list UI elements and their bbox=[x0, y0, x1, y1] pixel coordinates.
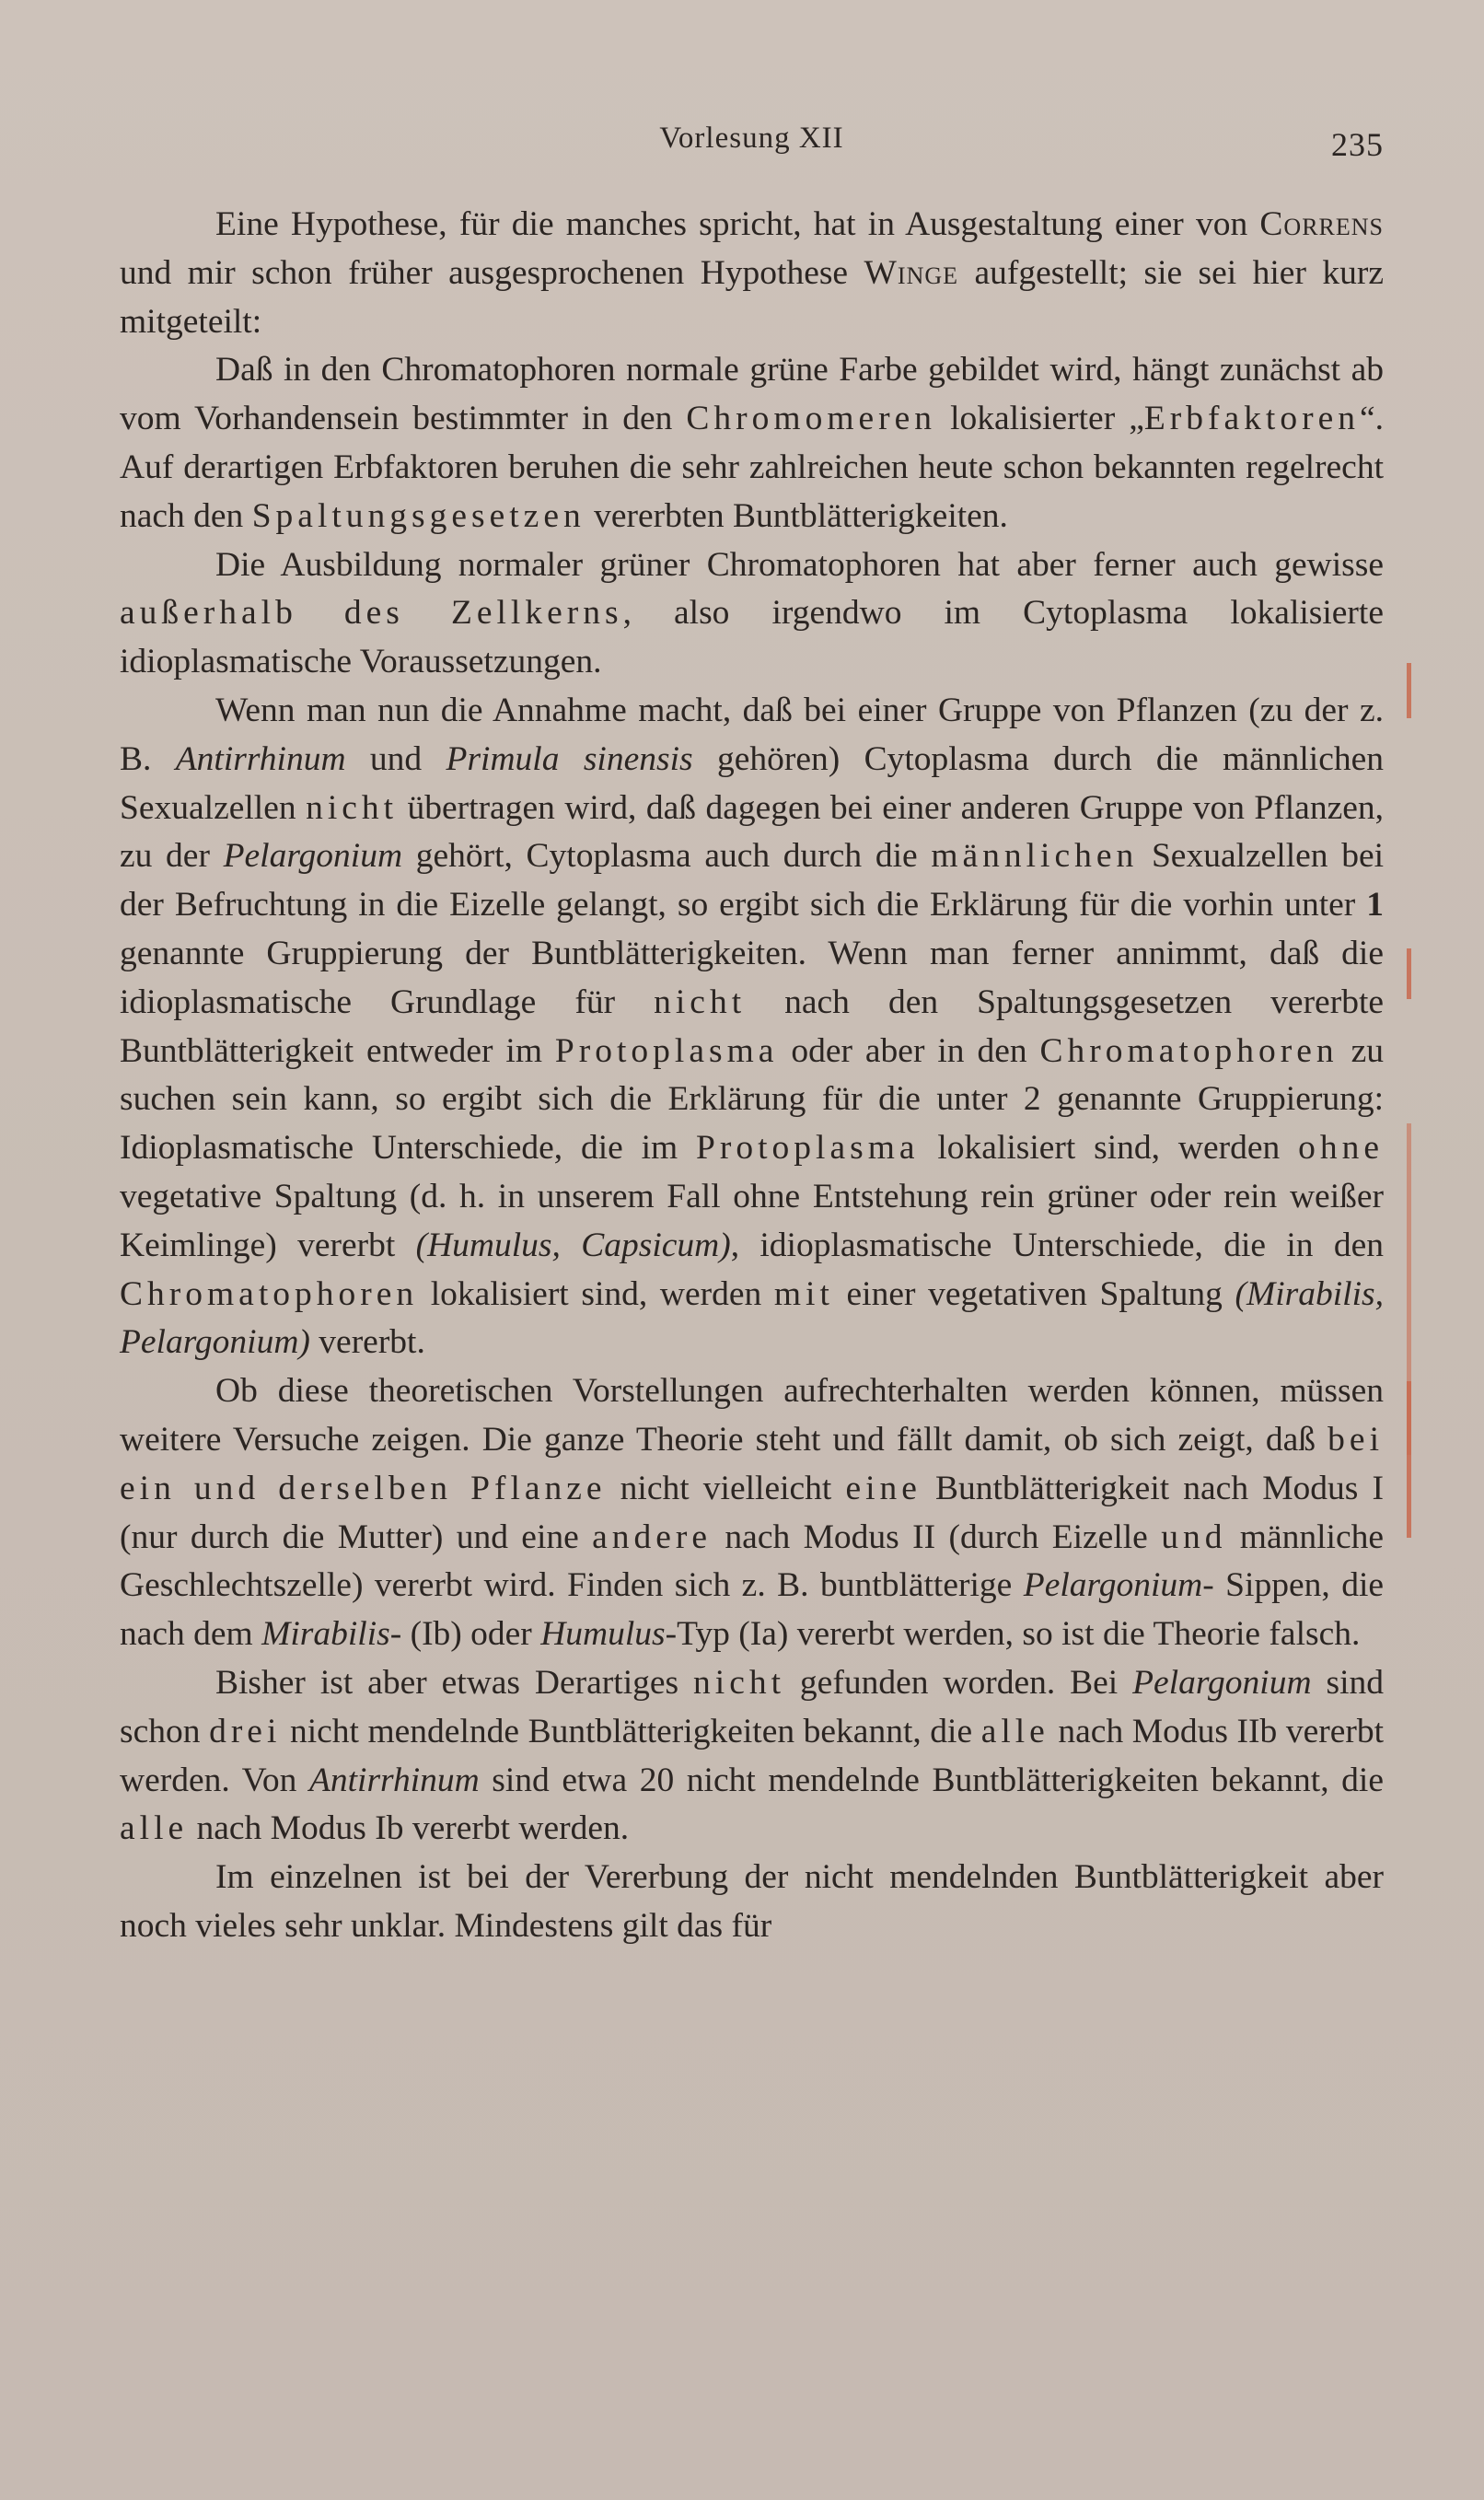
author-name-winge: Winge bbox=[864, 253, 959, 292]
margin-mark bbox=[1407, 1381, 1411, 1538]
paragraph-4: Wenn man nun die Annahme macht, daß bei einer Gruppe von Pflanzen (zu der z. B. Antirrhinum und Primula sinensis gehören) Cytoplasma durch die männlichen Sexualzellen nicht übertragen wird, daß dagegen bei einer anderen Gruppe von Pflanzen, zu der Pelargonium gehört, Cytoplasma auch durch die männlichen Sexualzellen bei der Befruchtung in die Eizelle gelangt, so ergibt sich die Erklärung für die vorhin unter 1 genannte Gruppierung der Buntblätterigkeiten. Wenn man ferner annimmt, daß die idioplasmatische Grundlage für nicht nach den Spaltungsgesetzen vererbte Buntblätterigkeit entweder im Protoplasma oder aber in den Chromatophoren zu suchen sein kann, so ergibt sich die Erklärung für die unter 2 genannte Gruppierung: Idioplasmatische Unterschiede, die im Protoplasma lokalisiert sind, werden ohne vegetative Spaltung (d. h. in unserem Fall ohne Entstehung rein grüner oder rein weißer Keimlinge) vererbt (Humulus, Capsicum), idioplasmatische Unterschiede, die in den Chromatophoren lokalisiert sind, werden mit einer vegetativen Spaltung (Mirabilis, Pelargonium) vererbt. bbox=[120, 691, 1385, 1362]
body-text bbox=[120, 201, 1384, 1951]
page-header bbox=[120, 122, 1384, 168]
paragraph-1: Eine Hypothese, für die manches spricht, hat in Ausgestaltung einer von Correns und mir schon früher ausgesprochenen Hypothese Winge aufgestellt; sie sei hier kurz mitgeteilt: bbox=[120, 205, 1384, 341]
paragraph-2: Daß in den Chromatophoren normale grüne Farbe gebildet wird, hängt zunächst ab vom Vorhandensein bestimmter in den Chromomeren lokalisierter „Erbfaktoren“. Auf derartigen Erbfaktoren beruhen die sehr zahlreichen heute schon bekannten regelrecht nach den Spaltungsgesetzen vererbten Buntblätterigkeiten. bbox=[120, 351, 1384, 535]
paragraph-5: Ob diese theoretischen Vorstellungen aufrechterhalten werden können, müssen weitere Versuche zeigen. Die ganze Theorie steht und fällt damit, ob sich zeigt, daß bei ein und derselben Pflanze nicht vielleicht eine Buntblätterigkeit nach Modus I (nur durch die Mutter) und eine andere nach Modus II (durch Eizelle und männliche Geschlechtszelle) vererbt wird. Finden sich z. B. buntblätterige Pelargonium- Sippen, die nach dem Mirabilis- (Ib) oder Humulus-Typ (Ia) vererbt werden, so ist die Theorie falsch. bbox=[120, 1372, 1385, 1654]
paragraph-7: Im einzelnen ist bei der Vererbung der nicht mendelnden Buntblätterigkeit aber noch vieles sehr unklar. Mindestens gilt das für bbox=[120, 1858, 1384, 1945]
margin-mark bbox=[1407, 948, 1411, 999]
page-number: 235 bbox=[1331, 126, 1384, 163]
author-name-correns: Correns bbox=[1259, 205, 1384, 243]
paragraph-6: Bisher ist aber etwas Derartiges nicht gefunden worden. Bei Pelargonium sind schon drei nicht mendelnde Buntblätterigkeiten bekannt, die alle nach Modus IIb vererbt werden. Von Antirrhinum sind etwa 20 nicht mendelnde Buntblätterigkeiten bekannt, die alle nach Modus Ib vererbt werden. bbox=[120, 1663, 1385, 1848]
paragraph-3: Die Ausbildung normaler grüner Chromatophoren hat aber ferner auch gewisse außerhalb des Zellkerns, also irgendwo im Cytoplasma lokalisierte idioplasmatische Voraussetzungen. bbox=[120, 545, 1384, 681]
running-head: Vorlesung XII bbox=[659, 122, 844, 155]
margin-mark bbox=[1407, 663, 1411, 718]
